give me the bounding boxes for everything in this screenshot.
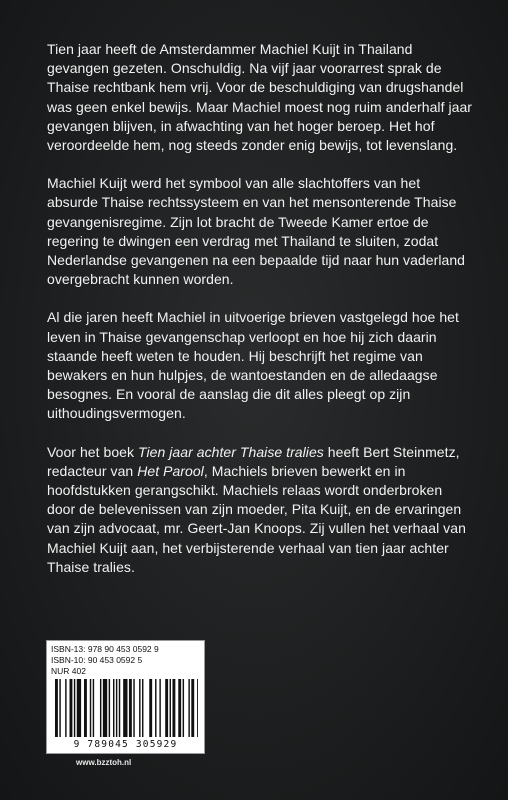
barcode-bar [170, 679, 171, 737]
barcode-bar [90, 679, 91, 737]
barcode-bar [178, 679, 181, 737]
barcode-bar [133, 679, 134, 737]
barcode-bar [74, 679, 75, 737]
blurb-text [47, 40, 472, 596]
barcode-bar [116, 679, 117, 737]
barcode-panel [46, 640, 205, 754]
blurb-paragraph-2: Machiel Kuijt werd het symbool van alle slachtoffers van het absurde Thaise rechtssysteem en van het mensonterende Thaise gevangenisregime. Zijn lot bracht de Tweede Kamer ertoe de regering te dwingen een verdrag met Thailand te sluiten, zodat Nederlandse gevangenen na een bepaalde tijd naar hun vaderland overgebracht kunnen worden. [47, 175, 465, 288]
blurb-paragraph-4 [47, 443, 472, 577]
book-title: Tien jaar achter Thaise tralies [138, 443, 324, 460]
barcode-image [53, 679, 198, 739]
barcode-bar [113, 679, 114, 737]
blurb-paragraph-3: Al die jaren heeft Machiel in uitvoerige brieven vastgelegd hoe het leven in Thaise gevangenschap verloopt en hoe hij zich daarin staande heeft weten te houden. Hij beschrijft het regime van bewakers en hun hulpjes, de wantoestanden en de alledaagse besognes. En vooral de aanslag die dit alles pleegt op zijn uithoudingsvermogen. [47, 309, 459, 422]
barcode-bar [100, 679, 101, 737]
barcode-bar [155, 679, 156, 737]
barcode-bar [109, 679, 110, 737]
barcode-bar [191, 679, 194, 737]
blurb-p4-part3: , Machiels brieven bewerkt en in hoofdstukken gerangschikt. Machiels relaas wordt onderbroken door de belevenissen van zijn moeder, Pita Kuijt, en de ervaringen van zijn advocaat, mr. Geert-Jan Knoops. Zij vullen het verhaal van Machiel Kuijt aan, het verbijsterende verhaal van tien jaar achter Thaise tralies. [47, 462, 466, 575]
isbn-block [51, 644, 159, 677]
blurb-p4-part2: heeft Bert Steinmetz, redacteur van [47, 443, 460, 479]
barcode-bar [129, 679, 132, 737]
isbn-13: ISBN-13: 978 90 453 0592 9 [51, 644, 159, 654]
newspaper-name: Het Parool [137, 462, 204, 479]
barcode-digits: 9 789045 305929 [73, 739, 178, 750]
barcode-bar [172, 679, 175, 737]
nur-code: NUR 402 [51, 666, 86, 676]
barcode-bar [59, 679, 60, 737]
barcode-bar [183, 679, 184, 737]
barcode-bar [55, 679, 58, 737]
publisher-website: www.bzztoh.nl [76, 758, 132, 767]
barcode-bar [159, 679, 160, 737]
barcode-bar [142, 679, 143, 737]
barcode-bar [123, 679, 127, 737]
barcode-bar [197, 679, 198, 737]
barcode-bar [65, 679, 66, 737]
barcode-bar [119, 679, 120, 737]
barcode-bar [139, 679, 140, 737]
barcode-bar [149, 679, 152, 737]
barcode-bar [103, 679, 107, 737]
barcode-bar [93, 679, 94, 737]
blurb-paragraph-1: Tien jaar heeft de Amsterdammer Machiel Kuijt in Thailand gevangen gezeten. Onschuldig. Na vijf jaar voorarrest sprak de Thaise rechtbank hem vrij. Voor de beschuldiging van drugshandel was geen enkel bewijs. Maar Machiel moest nog ruim anderhalf jaar gevangen blijven, in afwachting van het hoger beroep. Het hof veroordeelde hem, nog steeds zonder enig bewijs, tot levenslang. [47, 41, 473, 154]
barcode-bar [77, 679, 81, 737]
barcode-bar [165, 679, 168, 737]
barcode-bar [188, 679, 189, 737]
barcode-bar [70, 679, 73, 737]
barcode-bar [84, 679, 87, 737]
isbn-10: ISBN-10: 90 453 0592 5 [51, 655, 143, 665]
blurb-p4-part1: Voor het boek [47, 443, 138, 460]
